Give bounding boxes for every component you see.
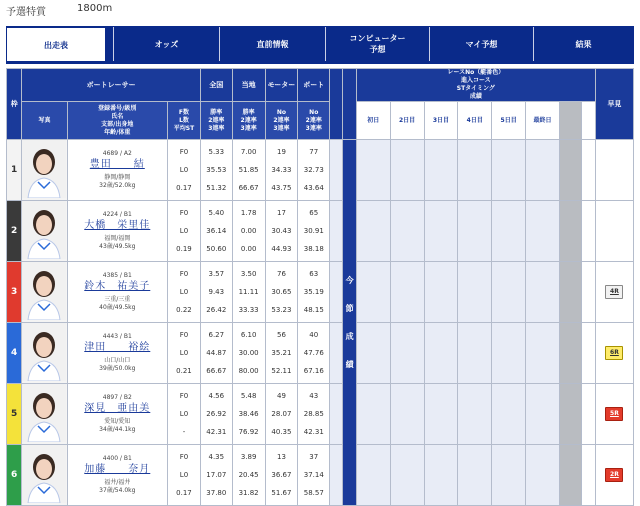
stat-cell — [265, 140, 298, 201]
stat-value: 47.76 — [303, 349, 324, 357]
stat-value: 44.93 — [271, 245, 292, 253]
racer-photo — [22, 445, 67, 506]
stat-cell — [265, 384, 298, 445]
racer-age-weight: 32歳/52.0kg — [99, 182, 136, 189]
day4-cell — [458, 323, 492, 384]
header-motor-rates: No 2連率 3連率 — [265, 102, 298, 140]
tab-syussouhyou[interactable]: 出走表 — [7, 28, 105, 62]
stat-value: 34.33 — [271, 166, 292, 174]
header-day-final: 最終日 — [526, 102, 560, 140]
konsetsu-label: 今 節 成 績 — [345, 275, 354, 369]
hayami-cell — [595, 445, 633, 506]
flst-cell — [168, 384, 201, 445]
day4-cell — [458, 384, 492, 445]
stat-value: 76.92 — [238, 428, 259, 436]
avg-st: - — [182, 428, 186, 436]
spacer-cell — [330, 384, 343, 445]
stat-value: 26.92 — [206, 410, 227, 418]
stat-value: 5.33 — [208, 148, 225, 156]
stat-value: 66.67 — [238, 184, 259, 192]
stat-value: 42.31 — [303, 428, 324, 436]
day-final-cell — [526, 323, 560, 384]
stat-value: 36.67 — [271, 471, 292, 479]
stat-value: 26.42 — [206, 306, 227, 314]
header-day-5: 5日目 — [492, 102, 526, 140]
flst-cell — [168, 445, 201, 506]
l-count: L0 — [179, 471, 189, 479]
stat-value: 35.21 — [271, 349, 292, 357]
stat-value: 38.46 — [238, 410, 259, 418]
flst-cell — [168, 140, 201, 201]
day5-cell — [492, 323, 526, 384]
stat-value: 51.67 — [271, 489, 292, 497]
header-waku: 枠 — [7, 69, 22, 140]
header-day-2: 2日目 — [390, 102, 424, 140]
spacer-cell — [330, 140, 343, 201]
racer-branch: 三重/三重 — [104, 296, 131, 303]
day-final-cell — [526, 201, 560, 262]
spacer-cell — [330, 201, 343, 262]
stat-cell — [298, 201, 330, 262]
stat-value: 11.11 — [238, 288, 259, 296]
lane-number: 4 — [7, 323, 22, 384]
racer-row — [7, 262, 634, 323]
stat-cell — [200, 384, 232, 445]
racer-avatar-icon — [22, 140, 66, 198]
hayami-cell — [595, 323, 633, 384]
hayami-badge[interactable]: 4R — [605, 285, 623, 299]
day1-cell — [356, 262, 390, 323]
racer-photo — [22, 384, 67, 445]
stat-value: 51.85 — [238, 166, 259, 174]
stat-cell — [200, 262, 232, 323]
f-count: F0 — [179, 270, 189, 278]
blank-cell — [582, 262, 595, 323]
tab-chokuzen[interactable]: 直前情報 — [219, 27, 325, 61]
header-boat-racer: ボートレーサー — [22, 69, 201, 102]
stat-value: 37.80 — [206, 489, 227, 497]
stat-value: 19 — [276, 148, 286, 156]
stat-cell — [298, 140, 330, 201]
racer-name-link[interactable]: 鈴木 祐美子 — [84, 281, 151, 292]
f-count: F0 — [179, 392, 189, 400]
day5-cell — [492, 262, 526, 323]
stat-value: 30.00 — [238, 349, 259, 357]
day1-cell — [356, 323, 390, 384]
stat-cell — [232, 262, 265, 323]
day3-cell — [424, 140, 458, 201]
stat-value: 17.07 — [206, 471, 227, 479]
day1-cell — [356, 140, 390, 201]
hayami-cell — [595, 201, 633, 262]
racer-table — [6, 68, 634, 506]
racer-name-link[interactable]: 豊田 結 — [89, 159, 145, 170]
tab-underline — [6, 61, 634, 64]
grey-cell — [559, 384, 582, 445]
flst-cell — [168, 323, 201, 384]
day-final-cell — [526, 140, 560, 201]
day2-cell — [390, 262, 424, 323]
racer-row — [7, 140, 634, 201]
stat-value: 37.14 — [303, 471, 324, 479]
racer-photo — [22, 201, 67, 262]
race-name: 予選特賞 — [6, 7, 46, 18]
stat-value: 13 — [276, 453, 286, 461]
day3-cell — [424, 323, 458, 384]
stat-value: 31.82 — [238, 489, 259, 497]
racer-info — [67, 323, 168, 384]
racer-info — [67, 140, 168, 201]
racer-row — [7, 384, 634, 445]
header-grey-col — [559, 102, 582, 140]
stat-value: 3.57 — [208, 270, 225, 278]
tab-computer[interactable]: コンピューター 予想 — [325, 27, 429, 61]
lane-number: 2 — [7, 201, 22, 262]
racer-branch: 福井/福井 — [104, 479, 131, 486]
stat-cell — [232, 140, 265, 201]
stat-value: 56 — [276, 331, 286, 339]
f-count: F0 — [179, 331, 189, 339]
race-distance: 1800m — [77, 3, 113, 14]
grey-cell — [559, 262, 582, 323]
day1-cell — [356, 201, 390, 262]
stat-value: 28.85 — [303, 410, 324, 418]
f-count: F0 — [179, 209, 189, 217]
stat-cell — [200, 201, 232, 262]
day3-cell — [424, 201, 458, 262]
day4-cell — [458, 201, 492, 262]
header-flst: F数 L数 平均ST — [168, 102, 201, 140]
stat-value: 76 — [276, 270, 286, 278]
stat-value: 80.00 — [238, 367, 259, 375]
stat-value: 6.10 — [240, 331, 257, 339]
tab-my-yosou[interactable]: マイ予想 — [429, 27, 533, 61]
header-spacer-mid — [343, 69, 356, 140]
blank-cell — [582, 323, 595, 384]
header-day-4: 4日目 — [458, 102, 492, 140]
day-final-cell — [526, 445, 560, 506]
day2-cell — [390, 201, 424, 262]
racer-row — [7, 201, 634, 262]
race-title-bar — [0, 0, 640, 20]
day4-cell — [458, 445, 492, 506]
stat-value: 40 — [309, 331, 319, 339]
l-count: L0 — [179, 410, 189, 418]
stat-value: 43.75 — [271, 184, 292, 192]
stat-value: 3.50 — [240, 270, 257, 278]
racer-avatar-icon — [22, 445, 66, 503]
f-count: F0 — [179, 453, 189, 461]
day5-cell — [492, 445, 526, 506]
stat-value: 9.43 — [208, 288, 225, 296]
day1-cell — [356, 445, 390, 506]
header-reg: 登録番号/級別 氏名 支部/出身地 年齢/体重 — [67, 102, 168, 140]
day3-cell — [424, 384, 458, 445]
day2-cell — [390, 384, 424, 445]
avg-st: 0.19 — [176, 245, 192, 253]
racer-photo — [22, 262, 67, 323]
stat-value: 6.27 — [208, 331, 225, 339]
stat-value: 42.31 — [206, 428, 227, 436]
flst-cell — [168, 201, 201, 262]
l-count: L0 — [179, 166, 189, 174]
stat-value: 52.11 — [271, 367, 292, 375]
hayami-cell — [595, 140, 633, 201]
header-boat: ボート — [298, 69, 330, 102]
hayami-cell — [595, 262, 633, 323]
spacer-cell — [330, 445, 343, 506]
racer-avatar-icon — [22, 384, 66, 442]
racer-reg: 4224 / B1 — [102, 211, 132, 218]
stat-value: 51.32 — [206, 184, 227, 192]
header-race-info: レースNo（艇番色） 進入コース STタイミング 成績 — [356, 69, 595, 102]
racer-reg: 4400 / B1 — [102, 455, 132, 462]
stat-value: 0.00 — [240, 245, 257, 253]
stat-cell — [232, 201, 265, 262]
racer-branch: 福岡/福岡 — [104, 235, 131, 242]
stat-value: 43.64 — [303, 184, 324, 192]
stat-value: 1.78 — [240, 209, 257, 217]
stat-cell — [298, 445, 330, 506]
tab-odds[interactable]: オッズ — [113, 27, 219, 61]
racer-row — [7, 445, 634, 506]
blank-cell — [582, 201, 595, 262]
stat-value: 35.53 — [206, 166, 227, 174]
stat-value: 77 — [309, 148, 319, 156]
stat-value: 20.45 — [238, 471, 259, 479]
stat-value: 49 — [276, 392, 286, 400]
header-zenkoku-rates: 勝率 2連率 3連率 — [200, 102, 232, 140]
blank-cell — [582, 445, 595, 506]
header-boat-rates: No 2連率 3連率 — [298, 102, 330, 140]
lane-number: 1 — [7, 140, 22, 201]
stat-value: 28.07 — [271, 410, 292, 418]
racer-info — [67, 384, 168, 445]
stat-value: 63 — [309, 270, 319, 278]
racer-info — [67, 262, 168, 323]
stat-value: 4.35 — [208, 453, 225, 461]
day2-cell — [390, 323, 424, 384]
racer-name-link[interactable]: 津田 裕絵 — [84, 342, 151, 353]
stat-value: 67.16 — [303, 367, 324, 375]
stat-value: 30.91 — [303, 227, 324, 235]
racer-name-link[interactable]: 加藤 奈月 — [84, 464, 151, 475]
racer-avatar-icon — [22, 323, 66, 381]
stat-value: 43 — [309, 392, 319, 400]
racer-age-weight: 43歳/49.5kg — [99, 243, 136, 250]
l-count: L0 — [179, 227, 189, 235]
header-spacer-left — [330, 69, 343, 140]
racer-age-weight: 34歳/44.1kg — [99, 426, 136, 433]
blank-cell — [582, 384, 595, 445]
stat-cell — [265, 445, 298, 506]
racer-branch: 山口/山口 — [104, 357, 131, 364]
header-touchi-rates: 勝率 2連率 3連率 — [232, 102, 265, 140]
racer-name-link[interactable]: 大橋 栄里佳 — [84, 220, 151, 231]
header-touchi: 当地 — [232, 69, 265, 102]
day5-cell — [492, 384, 526, 445]
stat-cell — [298, 323, 330, 384]
tab-kekka[interactable]: 結果 — [533, 27, 633, 61]
stat-value: 33.33 — [238, 306, 259, 314]
racer-photo — [22, 140, 67, 201]
l-count: L0 — [179, 349, 189, 357]
stat-value: 48.15 — [303, 306, 324, 314]
stat-value: 4.56 — [208, 392, 225, 400]
hayami-badge[interactable]: 6R — [605, 346, 623, 360]
racer-branch: 愛知/愛知 — [104, 418, 131, 425]
stat-cell — [265, 323, 298, 384]
stat-cell — [265, 262, 298, 323]
stat-value: 17 — [276, 209, 286, 217]
racer-info — [67, 445, 168, 506]
stat-cell — [200, 323, 232, 384]
stat-cell — [232, 445, 265, 506]
spacer-cell — [330, 262, 343, 323]
stat-cell — [200, 445, 232, 506]
stat-value: 35.19 — [303, 288, 324, 296]
blank-cell — [582, 140, 595, 201]
spacer-cell — [330, 323, 343, 384]
day3-cell — [424, 445, 458, 506]
grey-cell — [559, 201, 582, 262]
header-zenkoku: 全国 — [200, 69, 232, 102]
racer-reg: 4385 / B1 — [102, 272, 132, 279]
racer-age-weight: 39歳/50.0kg — [99, 365, 136, 372]
stat-value: 36.14 — [206, 227, 227, 235]
racer-info — [67, 201, 168, 262]
header-motor: モーター — [265, 69, 298, 102]
racer-avatar-icon — [22, 262, 66, 320]
racer-reg: 4689 / A2 — [102, 150, 132, 157]
l-count: L0 — [179, 288, 189, 296]
stat-value: 53.23 — [271, 306, 292, 314]
tab-bar — [6, 26, 634, 62]
header-day-1: 初日 — [356, 102, 390, 140]
stat-value: 37 — [309, 453, 319, 461]
konsetsu-column — [343, 140, 356, 506]
stat-value: 50.60 — [206, 245, 227, 253]
stat-value: 44.87 — [206, 349, 227, 357]
header-day-3: 3日目 — [424, 102, 458, 140]
racer-reg: 4897 / B2 — [102, 394, 132, 401]
racer-age-weight: 37歳/54.0kg — [99, 487, 136, 494]
stat-value: 40.35 — [271, 428, 292, 436]
stat-cell — [298, 384, 330, 445]
avg-st: 0.22 — [176, 306, 192, 314]
day3-cell — [424, 262, 458, 323]
day2-cell — [390, 140, 424, 201]
stat-cell — [232, 384, 265, 445]
stat-cell — [232, 323, 265, 384]
day-final-cell — [526, 384, 560, 445]
stat-value: 58.57 — [303, 489, 324, 497]
racer-avatar-icon — [22, 201, 66, 259]
stat-value: 5.48 — [240, 392, 257, 400]
header-hayami: 早見 — [595, 69, 633, 140]
lane-number: 3 — [7, 262, 22, 323]
day4-cell — [458, 262, 492, 323]
stat-value: 3.89 — [240, 453, 257, 461]
lane-number: 6 — [7, 445, 22, 506]
hayami-badge[interactable]: 5R — [605, 407, 623, 421]
racer-reg: 4443 / B1 — [102, 333, 132, 340]
racer-branch: 静岡/静岡 — [104, 174, 131, 181]
grey-cell — [559, 140, 582, 201]
stat-value: 5.40 — [208, 209, 225, 217]
stat-cell — [200, 140, 232, 201]
stat-value: 32.73 — [303, 166, 324, 174]
racer-photo — [22, 323, 67, 384]
stat-cell — [298, 262, 330, 323]
hayami-badge[interactable]: 2R — [605, 468, 623, 482]
hayami-cell — [595, 384, 633, 445]
stat-value: 66.67 — [206, 367, 227, 375]
stat-value: 38.18 — [303, 245, 324, 253]
stat-value: 65 — [309, 209, 319, 217]
flst-cell — [168, 262, 201, 323]
stat-cell — [265, 201, 298, 262]
grey-cell — [559, 445, 582, 506]
stat-value: 30.43 — [271, 227, 292, 235]
avg-st: 0.17 — [176, 184, 192, 192]
day5-cell — [492, 201, 526, 262]
avg-st: 0.21 — [176, 367, 192, 375]
day2-cell — [390, 445, 424, 506]
racer-row — [7, 323, 634, 384]
header-blank-col — [582, 102, 595, 140]
stat-value: 7.00 — [240, 148, 257, 156]
header-photo: 写真 — [22, 102, 67, 140]
stat-value: 30.65 — [271, 288, 292, 296]
day5-cell — [492, 140, 526, 201]
grey-cell — [559, 323, 582, 384]
f-count: F0 — [179, 148, 189, 156]
racer-name-link[interactable]: 深見 亜由美 — [84, 403, 151, 414]
day1-cell — [356, 384, 390, 445]
day-final-cell — [526, 262, 560, 323]
day4-cell — [458, 140, 492, 201]
avg-st: 0.17 — [176, 489, 192, 497]
stat-value: 0.00 — [240, 227, 257, 235]
racer-age-weight: 40歳/49.5kg — [99, 304, 136, 311]
lane-number: 5 — [7, 384, 22, 445]
